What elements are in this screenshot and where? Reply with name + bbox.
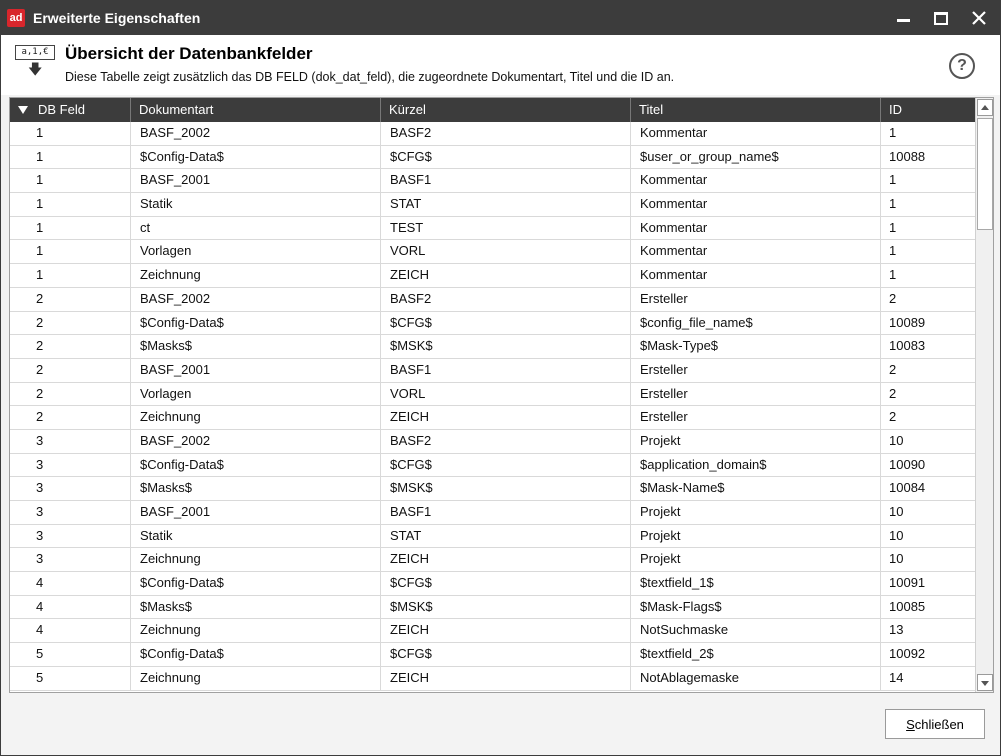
id-cell: 1 (889, 125, 897, 140)
table-row[interactable] (10, 406, 975, 430)
id-cell: 2 (889, 290, 897, 306)
dokumentart-cell: BASF_2001 (131, 169, 381, 192)
kuerzel-cell: $CFG$ (381, 312, 631, 335)
close-icon (972, 11, 986, 25)
table-row[interactable] (10, 146, 975, 170)
table-row[interactable] (10, 430, 975, 454)
titel-cell: Kommentar (631, 193, 881, 216)
table-row[interactable] (10, 548, 975, 572)
kuerzel-cell: BASF2 (381, 430, 631, 453)
db-feld-cell: 2 (10, 406, 131, 429)
kuerzel-cell: $CFG$ (381, 454, 631, 477)
id-cell: 10 (889, 551, 904, 567)
table-row[interactable] (10, 572, 975, 596)
table-row[interactable] (10, 288, 975, 312)
db-feld-cell: 5 (10, 667, 131, 690)
db-feld-cell: 2 (10, 288, 131, 311)
dokumentart-cell: $Masks$ (131, 596, 381, 619)
kuerzel-cell: ZEICH (381, 667, 631, 690)
id-cell: 10084 (889, 480, 926, 496)
db-feld-cell: 4 (10, 572, 131, 595)
id-cell: 2 (889, 385, 897, 401)
table-row[interactable] (10, 477, 975, 501)
kuerzel-cell: ZEICH (381, 548, 631, 571)
table-row[interactable] (10, 217, 975, 241)
dokumentart-cell: BASF_2001 (131, 359, 381, 382)
db-feld-cell: 1 (10, 264, 131, 287)
table-row[interactable] (10, 383, 975, 407)
dokumentart-cell: $Config-Data$ (131, 146, 381, 169)
dokumentart-cell: $Config-Data$ (131, 572, 381, 595)
id-cell: 10089 (889, 314, 926, 330)
db-feld-cell: 4 (10, 596, 131, 619)
titel-cell: $Mask-Name$ (631, 477, 881, 500)
field-info-icon (15, 45, 57, 79)
dokumentart-cell: Zeichnung (131, 264, 381, 287)
help-icon[interactable]: ? (949, 53, 975, 79)
table-header (10, 98, 975, 122)
db-feld-cell: 2 (10, 335, 131, 358)
minimize-button[interactable] (883, 1, 923, 35)
table-body (10, 122, 975, 691)
titel-cell: $application_domain$ (631, 454, 881, 477)
kuerzel-cell: $MSK$ (381, 596, 631, 619)
kuerzel-cell: BASF1 (381, 169, 631, 192)
dokumentart-cell: Zeichnung (131, 548, 381, 571)
table-row[interactable] (10, 312, 975, 336)
titel-cell: Ersteller (631, 406, 881, 429)
dokumentart-cell: Statik (131, 525, 381, 548)
db-feld-cell: 3 (10, 477, 131, 500)
id-cell: 10083 (889, 338, 926, 354)
id-cell: 10 (889, 432, 904, 448)
scroll-up-button[interactable] (977, 99, 993, 116)
table-row[interactable] (10, 619, 975, 643)
close-window-button[interactable] (959, 1, 999, 35)
dokumentart-cell: Statik (131, 193, 381, 216)
dokumentart-cell: $Config-Data$ (131, 312, 381, 335)
dokumentart-cell: Zeichnung (131, 667, 381, 690)
db-feld-cell: 1 (10, 240, 131, 263)
table-row[interactable] (10, 169, 975, 193)
scroll-thumb[interactable] (977, 118, 993, 230)
kuerzel-cell: BASF1 (381, 501, 631, 524)
titel-cell: $textfield_1$ (631, 572, 881, 595)
column-header-dokumentart[interactable]: Dokumentart (131, 98, 381, 122)
column-header-db-feld[interactable] (10, 98, 131, 122)
table-row[interactable] (10, 501, 975, 525)
db-feld-cell: 4 (10, 619, 131, 642)
dokumentart-cell: ct (131, 217, 381, 240)
db-fields-table (9, 97, 994, 693)
id-cell: 1 (889, 243, 897, 259)
dokumentart-cell: Zeichnung (131, 619, 381, 642)
db-feld-cell: 3 (10, 454, 131, 477)
db-feld-cell: 2 (10, 359, 131, 382)
dokumentart-cell: $Masks$ (131, 335, 381, 358)
db-feld-cell: 3 (10, 548, 131, 571)
kuerzel-cell: STAT (381, 525, 631, 548)
titel-cell: Ersteller (631, 359, 881, 382)
titel-cell: Ersteller (631, 383, 881, 406)
titel-cell: $Mask-Flags$ (631, 596, 881, 619)
dokumentart-cell: $Masks$ (131, 477, 381, 500)
maximize-button[interactable] (921, 1, 961, 35)
id-cell: 10090 (889, 456, 926, 472)
kuerzel-cell: $CFG$ (381, 572, 631, 595)
table-row[interactable] (10, 667, 975, 691)
dokumentart-cell: Zeichnung (131, 406, 381, 429)
dokumentart-cell: Vorlagen (131, 240, 381, 263)
id-cell: 2 (889, 361, 897, 377)
id-cell: 1 (889, 172, 897, 188)
column-header-titel[interactable]: Titel (631, 98, 881, 122)
titel-cell: Projekt (631, 548, 881, 571)
db-feld-cell: 1 (10, 217, 131, 240)
close-button-label: chließen (914, 716, 964, 732)
close-button-mnemonic: S (906, 716, 915, 732)
table-row[interactable] (10, 264, 975, 288)
titel-cell: NotAblagemaske (631, 667, 881, 690)
titel-cell: Projekt (631, 525, 881, 548)
field-info-icon-label: a,1,€ (15, 45, 55, 60)
table-row[interactable] (10, 122, 975, 146)
dokumentart-cell: BASF_2002 (131, 430, 381, 453)
db-feld-cell: 1 (10, 146, 131, 169)
id-cell: 13 (889, 622, 904, 638)
kuerzel-cell: $MSK$ (381, 335, 631, 358)
db-feld-cell: 2 (10, 383, 131, 406)
maximize-icon (934, 12, 948, 25)
scroll-down-button[interactable] (977, 674, 993, 691)
db-feld-cell: 1 (10, 122, 131, 145)
titel-cell: $user_or_group_name$ (631, 146, 881, 169)
column-header-id[interactable]: ID (889, 102, 902, 117)
titel-cell: $config_file_name$ (631, 312, 881, 335)
id-cell: 10092 (889, 646, 926, 662)
sort-descending-icon (18, 106, 28, 114)
dialog-footer (1, 695, 1000, 755)
table-row[interactable] (10, 596, 975, 620)
titel-cell: Kommentar (631, 217, 881, 240)
db-feld-cell: 3 (10, 430, 131, 453)
titel-cell: Kommentar (631, 122, 881, 145)
id-cell: 1 (889, 219, 897, 235)
arrow-down-icon: 🡇 (28, 61, 43, 77)
page-title: Übersicht der Datenbankfelder (65, 44, 313, 63)
minimize-icon (897, 19, 910, 22)
close-button[interactable] (885, 709, 985, 739)
dokumentart-cell: BASF_2002 (131, 288, 381, 311)
vertical-scrollbar[interactable] (975, 98, 993, 692)
kuerzel-cell: $MSK$ (381, 477, 631, 500)
kuerzel-cell: BASF1 (381, 359, 631, 382)
titel-cell: $textfield_2$ (631, 643, 881, 666)
page-description: Diese Tabelle zeigt zusätzlich das DB FELD (dok_dat_feld), die zugeordnete Dokumentart, Titel und die ID an. (65, 70, 675, 84)
column-header-label: DB Feld (38, 102, 85, 117)
kuerzel-cell: TEST (381, 217, 631, 240)
window-title: Erweiterte Eigenschaften (33, 10, 201, 26)
kuerzel-cell: VORL (381, 240, 631, 263)
dokumentart-cell: BASF_2002 (131, 122, 381, 145)
dokumentart-cell: Vorlagen (131, 383, 381, 406)
id-cell: 2 (889, 409, 897, 425)
id-cell: 10 (889, 504, 904, 519)
titel-cell: Kommentar (631, 169, 881, 192)
id-cell: 10091 (889, 575, 926, 591)
titel-cell: Projekt (631, 501, 881, 524)
titel-cell: NotSuchmaske (631, 619, 881, 642)
db-feld-cell: 3 (10, 501, 131, 524)
titel-cell: Ersteller (631, 288, 881, 311)
app-logo-icon: ad (7, 9, 25, 27)
table-row[interactable] (10, 454, 975, 478)
kuerzel-cell: ZEICH (381, 264, 631, 287)
dokumentart-cell: $Config-Data$ (131, 454, 381, 477)
id-cell: 1 (889, 196, 897, 212)
db-feld-cell: 2 (10, 312, 131, 335)
id-cell: 1 (889, 267, 897, 283)
kuerzel-cell: $CFG$ (381, 643, 631, 666)
id-cell: 14 (889, 669, 904, 685)
kuerzel-cell: STAT (381, 193, 631, 216)
table-row[interactable] (10, 335, 975, 359)
db-feld-cell: 1 (10, 169, 131, 192)
table-row[interactable] (10, 525, 975, 549)
kuerzel-cell: ZEICH (381, 406, 631, 429)
titel-cell: Kommentar (631, 264, 881, 287)
titel-cell: Kommentar (631, 240, 881, 263)
kuerzel-cell: $CFG$ (381, 146, 631, 169)
kuerzel-cell: BASF2 (381, 122, 631, 145)
titel-cell: Projekt (631, 430, 881, 453)
id-cell: 10088 (889, 148, 926, 164)
kuerzel-cell: BASF2 (381, 288, 631, 311)
column-header-kuerzel[interactable]: Kürzel (381, 98, 631, 122)
table-row[interactable] (10, 193, 975, 217)
db-feld-cell: 3 (10, 525, 131, 548)
kuerzel-cell: VORL (381, 383, 631, 406)
kuerzel-cell: ZEICH (381, 619, 631, 642)
dokumentart-cell: $Config-Data$ (131, 643, 381, 666)
titel-cell: $Mask-Type$ (631, 335, 881, 358)
id-cell: 10 (889, 527, 904, 543)
table-row[interactable] (10, 359, 975, 383)
dialog-header (1, 35, 1000, 95)
table-row[interactable] (10, 240, 975, 264)
db-feld-cell: 5 (10, 643, 131, 666)
title-bar[interactable] (1, 1, 1000, 35)
dokumentart-cell: BASF_2001 (131, 501, 381, 524)
id-cell: 10085 (889, 598, 926, 614)
table-row[interactable] (10, 643, 975, 667)
db-feld-cell: 1 (10, 193, 131, 216)
